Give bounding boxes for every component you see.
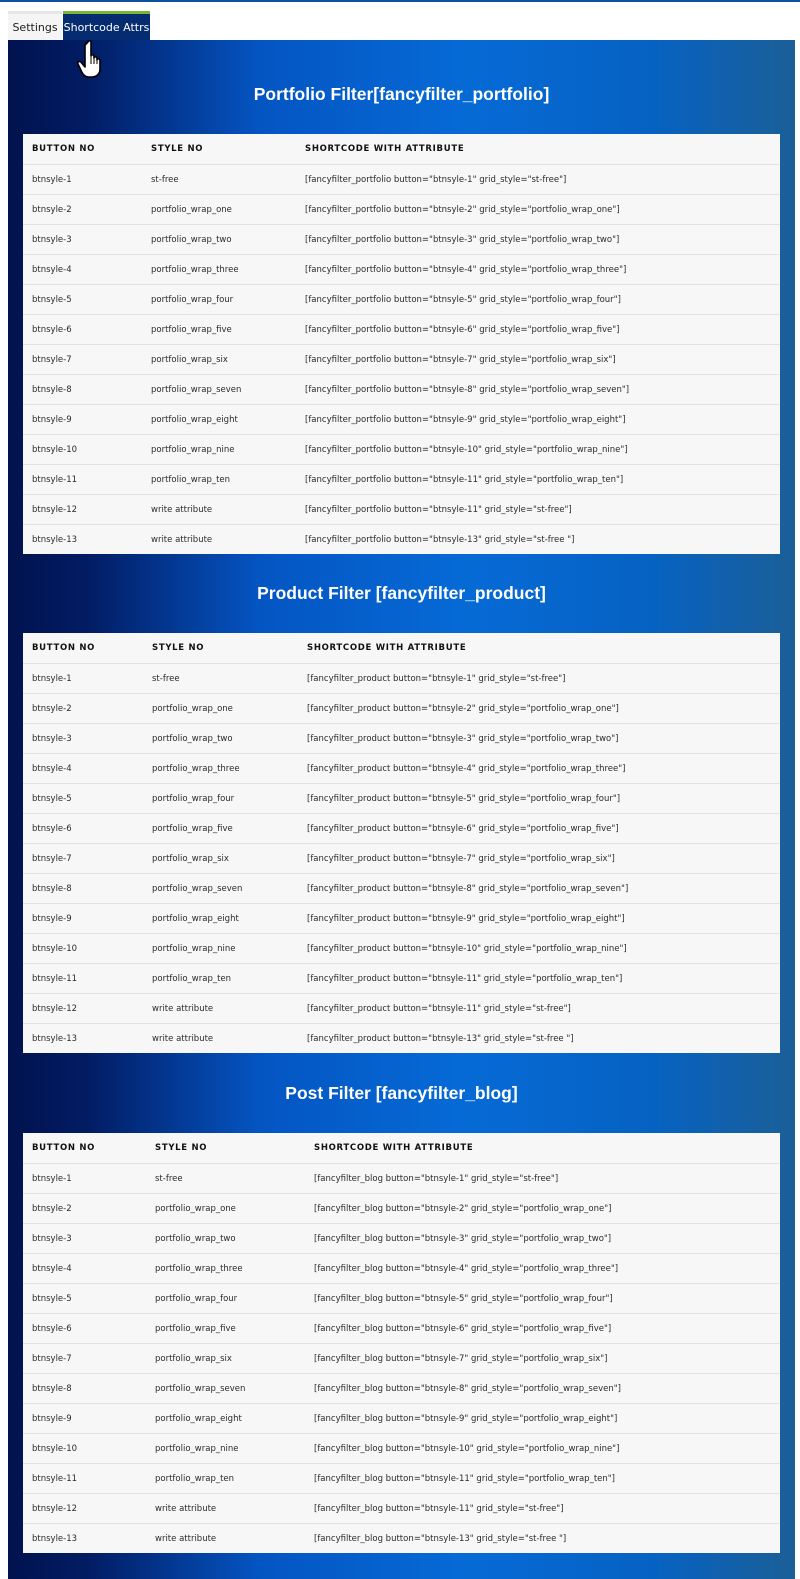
- header-style-no: STYLE NO: [155, 1143, 208, 1153]
- cell-style-no: portfolio_wrap_four: [151, 295, 234, 305]
- table-row: [23, 813, 780, 843]
- cell-button-no: btnsyle-3: [32, 235, 72, 245]
- cell-style-no: portfolio_wrap_two: [151, 235, 232, 245]
- cell-shortcode: [fancyfilter_blog button="btnsyle-10" grid_style="portfolio_wrap_nine"]: [314, 1444, 620, 1454]
- cell-shortcode: [fancyfilter_portfolio button="btnsyle-6" grid_style="portfolio_wrap_five"]: [305, 325, 620, 335]
- cell-shortcode: [fancyfilter_blog button="btnsyle-5" grid_style="portfolio_wrap_four"]: [314, 1294, 613, 1304]
- cell-style-no: portfolio_wrap_eight: [151, 415, 238, 425]
- cell-button-no: btnsyle-5: [32, 794, 72, 804]
- cell-shortcode: [fancyfilter_blog button="btnsyle-13" grid_style="st-free "]: [314, 1534, 567, 1544]
- table-row: [23, 164, 780, 194]
- cell-style-no: portfolio_wrap_ten: [151, 475, 231, 485]
- cell-shortcode: [fancyfilter_product button="btnsyle-10" grid_style="portfolio_wrap_nine"]: [307, 944, 627, 954]
- cell-style-no: st-free: [151, 175, 179, 185]
- cell-button-no: btnsyle-11: [32, 475, 78, 485]
- cell-button-no: btnsyle-1: [32, 175, 72, 185]
- cell-shortcode: [fancyfilter_blog button="btnsyle-6" grid_style="portfolio_wrap_five"]: [314, 1324, 612, 1334]
- cell-button-no: btnsyle-13: [32, 1534, 78, 1544]
- cell-style-no: st-free: [152, 674, 180, 684]
- cell-button-no: btnsyle-2: [32, 704, 72, 714]
- cell-style-no: portfolio_wrap_one: [155, 1204, 236, 1214]
- table-row: [23, 753, 780, 783]
- cell-button-no: btnsyle-1: [32, 674, 72, 684]
- table-row: [23, 194, 780, 224]
- post-filter-title: Post Filter [fancyfilter_blog]: [285, 1083, 518, 1103]
- header-shortcode: SHORTCODE WITH ATTRIBUTE: [305, 144, 465, 154]
- cell-shortcode: [fancyfilter_portfolio button="btnsyle-10" grid_style="portfolio_wrap_nine"]: [305, 445, 628, 455]
- cell-shortcode: [fancyfilter_blog button="btnsyle-2" grid_style="portfolio_wrap_one"]: [314, 1204, 612, 1214]
- cell-button-no: btnsyle-6: [32, 325, 72, 335]
- product-filter-title: Product Filter [fancyfilter_product]: [257, 583, 546, 603]
- table-row: [23, 1493, 780, 1523]
- cell-shortcode: [fancyfilter_portfolio button="btnsyle-2" grid_style="portfolio_wrap_one"]: [305, 205, 620, 215]
- cell-shortcode: [fancyfilter_portfolio button="btnsyle-11" grid_style="st-free"]: [305, 505, 572, 515]
- cell-shortcode: [fancyfilter_product button="btnsyle-7" grid_style="portfolio_wrap_six"]: [307, 854, 615, 864]
- cell-style-no: portfolio_wrap_ten: [155, 1474, 235, 1484]
- table-row: [23, 464, 780, 494]
- table-row: [23, 344, 780, 374]
- cell-style-no: portfolio_wrap_three: [151, 265, 239, 275]
- table-row: [23, 434, 780, 464]
- cell-style-no: write attribute: [151, 535, 213, 545]
- cell-shortcode: [fancyfilter_portfolio button="btnsyle-9" grid_style="portfolio_wrap_eight"]: [305, 415, 626, 425]
- cell-shortcode: [fancyfilter_portfolio button="btnsyle-8" grid_style="portfolio_wrap_seven"]: [305, 385, 630, 395]
- table-row: [23, 1403, 780, 1433]
- cell-button-no: btnsyle-2: [32, 1204, 72, 1214]
- product-shortcode-table: [23, 633, 780, 1053]
- table-row: [23, 404, 780, 434]
- table-row: [23, 963, 780, 993]
- cell-button-no: btnsyle-6: [32, 1324, 72, 1334]
- cell-button-no: btnsyle-12: [32, 505, 78, 515]
- table-row: [23, 843, 780, 873]
- cell-button-no: btnsyle-5: [32, 1294, 72, 1304]
- cell-style-no: write attribute: [152, 1004, 214, 1014]
- cell-button-no: btnsyle-2: [32, 205, 72, 215]
- cell-style-no: portfolio_wrap_six: [152, 854, 229, 864]
- cell-style-no: portfolio_wrap_one: [151, 205, 232, 215]
- cell-button-no: btnsyle-6: [32, 824, 72, 834]
- cell-shortcode: [fancyfilter_product button="btnsyle-13" grid_style="st-free "]: [307, 1034, 574, 1044]
- header-style-no: STYLE NO: [152, 643, 205, 653]
- cell-style-no: portfolio_wrap_five: [152, 824, 233, 834]
- cell-style-no: write attribute: [155, 1534, 217, 1544]
- cell-button-no: btnsyle-7: [32, 355, 72, 365]
- cell-button-no: btnsyle-8: [32, 1384, 72, 1394]
- cell-shortcode: [fancyfilter_product button="btnsyle-3" grid_style="portfolio_wrap_two"]: [307, 734, 619, 744]
- cell-style-no: portfolio_wrap_six: [151, 355, 228, 365]
- header-button-no: BUTTON NO: [32, 1143, 96, 1153]
- cell-style-no: portfolio_wrap_three: [155, 1264, 243, 1274]
- cell-style-no: write attribute: [152, 1034, 214, 1044]
- cell-style-no: portfolio_wrap_five: [151, 325, 232, 335]
- cell-style-no: portfolio_wrap_five: [155, 1324, 236, 1334]
- cell-button-no: btnsyle-11: [32, 974, 78, 984]
- cell-shortcode: [fancyfilter_product button="btnsyle-11" grid_style="portfolio_wrap_ten"]: [307, 974, 623, 984]
- cell-style-no: portfolio_wrap_seven: [152, 884, 243, 894]
- header-button-no: BUTTON NO: [32, 144, 96, 154]
- cell-style-no: write attribute: [155, 1504, 217, 1514]
- table-header-row: [23, 1133, 780, 1163]
- cell-shortcode: [fancyfilter_portfolio button="btnsyle-11" grid_style="portfolio_wrap_ten"]: [305, 475, 624, 485]
- cell-button-no: btnsyle-4: [32, 1264, 72, 1274]
- table-row: [23, 693, 780, 723]
- table-row: [23, 1023, 780, 1053]
- table-row: [23, 783, 780, 813]
- header-style-no: STYLE NO: [151, 144, 204, 154]
- tab-settings[interactable]: Settings: [8, 11, 62, 42]
- cell-shortcode: [fancyfilter_blog button="btnsyle-7" grid_style="portfolio_wrap_six"]: [314, 1354, 608, 1364]
- table-row: [23, 933, 780, 963]
- cell-button-no: btnsyle-11: [32, 1474, 78, 1484]
- cell-style-no: portfolio_wrap_nine: [152, 944, 236, 954]
- table-row: [23, 524, 780, 554]
- portfolio-shortcode-table: [23, 134, 780, 554]
- table-header-row: [23, 633, 780, 663]
- cell-shortcode: [fancyfilter_portfolio button="btnsyle-4" grid_style="portfolio_wrap_three"]: [305, 265, 627, 275]
- cell-style-no: portfolio_wrap_nine: [151, 445, 235, 455]
- tab-bar: [0, 2, 800, 40]
- cell-button-no: btnsyle-8: [32, 385, 72, 395]
- cell-button-no: btnsyle-9: [32, 415, 72, 425]
- cell-button-no: btnsyle-8: [32, 884, 72, 894]
- cell-button-no: btnsyle-9: [32, 914, 72, 924]
- cell-shortcode: [fancyfilter_portfolio button="btnsyle-7" grid_style="portfolio_wrap_six"]: [305, 355, 616, 365]
- table-row: [23, 1283, 780, 1313]
- header-shortcode: SHORTCODE WITH ATTRIBUTE: [314, 1143, 474, 1153]
- tab-shortcode-attrs[interactable]: Shortcode Attrs: [63, 11, 150, 42]
- table-row: [23, 1523, 780, 1553]
- cell-button-no: btnsyle-13: [32, 1034, 78, 1044]
- cell-shortcode: [fancyfilter_product button="btnsyle-5" grid_style="portfolio_wrap_four"]: [307, 794, 621, 804]
- cell-button-no: btnsyle-3: [32, 1234, 72, 1244]
- cell-button-no: btnsyle-4: [32, 265, 72, 275]
- cell-shortcode: [fancyfilter_product button="btnsyle-6" grid_style="portfolio_wrap_five"]: [307, 824, 619, 834]
- cell-shortcode: [fancyfilter_product button="btnsyle-1" grid_style="st-free"]: [307, 674, 566, 684]
- cell-shortcode: [fancyfilter_blog button="btnsyle-1" grid_style="st-free"]: [314, 1174, 559, 1184]
- table-row: [23, 254, 780, 284]
- cell-style-no: portfolio_wrap_eight: [155, 1414, 242, 1424]
- cell-style-no: portfolio_wrap_four: [155, 1294, 238, 1304]
- cell-style-no: portfolio_wrap_eight: [152, 914, 239, 924]
- cell-style-no: portfolio_wrap_two: [152, 734, 233, 744]
- cell-style-no: portfolio_wrap_seven: [151, 385, 242, 395]
- table-header-row: [23, 134, 780, 164]
- cell-button-no: btnsyle-7: [32, 854, 72, 864]
- cell-style-no: portfolio_wrap_three: [152, 764, 240, 774]
- header-button-no: BUTTON NO: [32, 643, 96, 653]
- cell-shortcode: [fancyfilter_blog button="btnsyle-3" grid_style="portfolio_wrap_two"]: [314, 1234, 612, 1244]
- cell-shortcode: [fancyfilter_portfolio button="btnsyle-5" grid_style="portfolio_wrap_four"]: [305, 295, 621, 305]
- table-row: [23, 903, 780, 933]
- cell-style-no: portfolio_wrap_two: [155, 1234, 236, 1244]
- table-row: [23, 1223, 780, 1253]
- table-row: [23, 993, 780, 1023]
- cell-style-no: portfolio_wrap_one: [152, 704, 233, 714]
- table-row: [23, 1193, 780, 1223]
- cell-button-no: btnsyle-13: [32, 535, 78, 545]
- cell-button-no: btnsyle-3: [32, 734, 72, 744]
- cell-button-no: btnsyle-12: [32, 1504, 78, 1514]
- cell-shortcode: [fancyfilter_blog button="btnsyle-4" grid_style="portfolio_wrap_three"]: [314, 1264, 619, 1274]
- table-row: [23, 1373, 780, 1403]
- cell-shortcode: [fancyfilter_product button="btnsyle-9" grid_style="portfolio_wrap_eight"]: [307, 914, 625, 924]
- table-row: [23, 224, 780, 254]
- header-shortcode: SHORTCODE WITH ATTRIBUTE: [307, 643, 467, 653]
- table-row: [23, 1463, 780, 1493]
- table-row: [23, 494, 780, 524]
- cell-button-no: btnsyle-12: [32, 1004, 78, 1014]
- cell-button-no: btnsyle-10: [32, 1444, 78, 1454]
- cell-shortcode: [fancyfilter_product button="btnsyle-8" grid_style="portfolio_wrap_seven"]: [307, 884, 629, 894]
- table-row: [23, 1163, 780, 1193]
- cell-style-no: st-free: [155, 1174, 183, 1184]
- cell-style-no: portfolio_wrap_ten: [152, 974, 232, 984]
- table-row: [23, 723, 780, 753]
- cell-button-no: btnsyle-4: [32, 764, 72, 774]
- shortcode-attrs-panel: [8, 40, 795, 1579]
- table-row: [23, 374, 780, 404]
- cell-button-no: btnsyle-7: [32, 1354, 72, 1364]
- cell-shortcode: [fancyfilter_product button="btnsyle-11" grid_style="st-free"]: [307, 1004, 571, 1014]
- table-row: [23, 873, 780, 903]
- cell-style-no: portfolio_wrap_seven: [155, 1384, 246, 1394]
- cell-shortcode: [fancyfilter_portfolio button="btnsyle-1" grid_style="st-free"]: [305, 175, 567, 185]
- cell-button-no: btnsyle-10: [32, 944, 78, 954]
- table-row: [23, 314, 780, 344]
- cell-shortcode: [fancyfilter_portfolio button="btnsyle-13" grid_style="st-free "]: [305, 535, 575, 545]
- table-row: [23, 1313, 780, 1343]
- table-row: [23, 663, 780, 693]
- cell-shortcode: [fancyfilter_product button="btnsyle-2" grid_style="portfolio_wrap_one"]: [307, 704, 619, 714]
- table-row: [23, 1343, 780, 1373]
- table-row: [23, 1253, 780, 1283]
- cell-shortcode: [fancyfilter_blog button="btnsyle-11" grid_style="st-free"]: [314, 1504, 564, 1514]
- cell-shortcode: [fancyfilter_product button="btnsyle-4" grid_style="portfolio_wrap_three"]: [307, 764, 626, 774]
- cell-style-no: portfolio_wrap_four: [152, 794, 235, 804]
- cell-shortcode: [fancyfilter_blog button="btnsyle-11" grid_style="portfolio_wrap_ten"]: [314, 1474, 615, 1484]
- table-row: [23, 284, 780, 314]
- table-row: [23, 1433, 780, 1463]
- post-shortcode-table: [23, 1133, 780, 1553]
- cell-shortcode: [fancyfilter_portfolio button="btnsyle-3" grid_style="portfolio_wrap_two"]: [305, 235, 620, 245]
- cell-button-no: btnsyle-9: [32, 1414, 72, 1424]
- portfolio-filter-title: Portfolio Filter[fancyfilter_portfolio]: [253, 84, 550, 104]
- cell-button-no: btnsyle-5: [32, 295, 72, 305]
- cell-button-no: btnsyle-1: [32, 1174, 72, 1184]
- cell-style-no: portfolio_wrap_six: [155, 1354, 232, 1364]
- cell-style-no: portfolio_wrap_nine: [155, 1444, 239, 1454]
- cell-style-no: write attribute: [151, 505, 213, 515]
- cell-button-no: btnsyle-10: [32, 445, 78, 455]
- cell-shortcode: [fancyfilter_blog button="btnsyle-9" grid_style="portfolio_wrap_eight"]: [314, 1414, 618, 1424]
- cell-shortcode: [fancyfilter_blog button="btnsyle-8" grid_style="portfolio_wrap_seven"]: [314, 1384, 621, 1394]
